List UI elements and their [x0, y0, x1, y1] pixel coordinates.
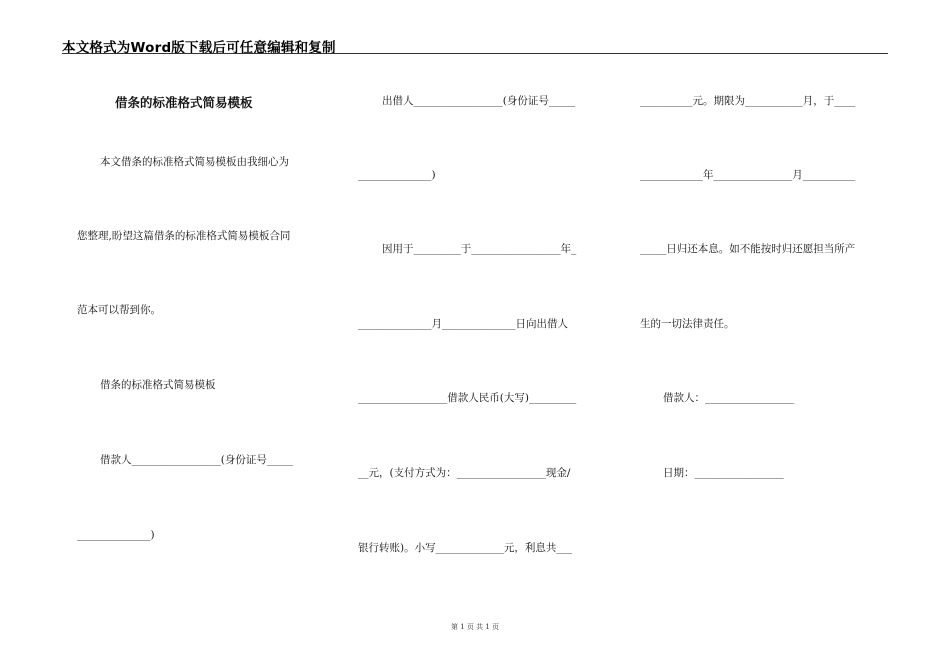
borrower-id-line: 借款人_________________(身份证号_____ — [100, 454, 294, 466]
document-title: 借条的标准格式简易模板 — [115, 95, 253, 110]
header-rule — [62, 53, 888, 54]
lender-id-close-line: ______________) — [358, 169, 436, 181]
intro-line-3: 范本可以帮到你。 — [77, 304, 161, 316]
borrower-id-close-line: ______________) — [77, 529, 155, 541]
template-subtitle: 借条的标准格式简易模板 — [100, 379, 216, 391]
borrower-signature-line: 借款人：_________________ — [663, 392, 795, 404]
amount-uppercase-line: _________________借款人民币(大写)_________ — [358, 392, 577, 404]
repay-date-line: ____________年_______________月__________ — [640, 169, 856, 181]
purpose-line: 因用于_________于_________________年_ — [382, 243, 577, 255]
intro-line-2: 您整理,盼望这篇借条的标准格式简易模板合同 — [77, 230, 291, 242]
liability-line: 生的一切法律责任。 — [640, 318, 735, 330]
intro-line-1: 本文借条的标准格式简易模板由我细心为 — [100, 156, 289, 168]
amount-lowercase-line: 银行转账)。小写_____________元，利息共___ — [358, 542, 573, 554]
signature-date-line: 日期：_________________ — [663, 467, 784, 479]
lender-id-line: 出借人_________________(身份证号_____ — [382, 95, 576, 107]
payment-method-line: __元，(支付方式为：_________________现金/ — [358, 467, 571, 479]
loan-period-line: __________元。期限为___________月，于____ — [640, 95, 856, 107]
loan-date-line: ______________月______________日向出借人 — [358, 318, 568, 330]
document-header: 本文格式为Word版下载后可任意编辑和复制 — [62, 40, 336, 56]
repay-terms-line: _____日归还本息。如不能按时归还愿担当所产 — [640, 243, 856, 255]
page-number: 第 1 页 共 1 页 — [450, 623, 500, 631]
